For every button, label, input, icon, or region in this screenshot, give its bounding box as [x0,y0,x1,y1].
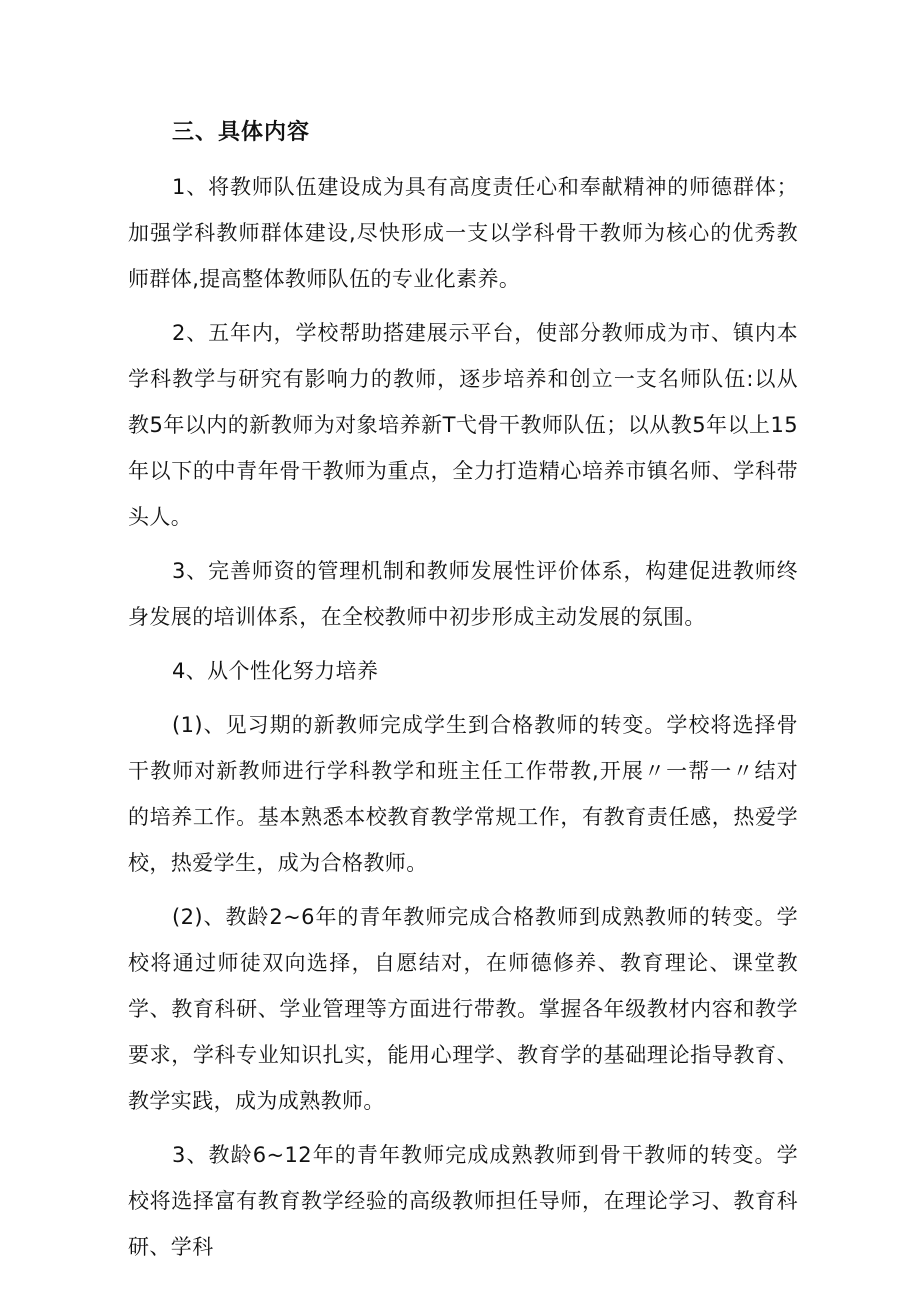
document-body [128,110,798,1278]
paragraph-sub-3: 3、教龄6~12年的青年教师完成成熟教师到骨干教师的转变。学校将选择富有教育教学经验的高级教师担任导师，在理论学习、教育科研、学科 [128,1143,798,1259]
paragraph-goal-1: 1、将教师队伍建设成为具有高度责任心和奉献精神的师德群体；加强学科教师群体建设,尽快形成一支以学科骨干教师为核心的优秀教师群体,提高整体教师队伍的专业化素养。 [128,175,798,291]
paragraph-sub-2: (2)、教龄2~6年的青年教师完成合格教师到成熟教师的转变。学校将通过师徒双向选择，自愿结对，在师德修养、教育理论、课堂教学、教育科研、学业管理等方面进行带教。掌握各年级教材内容和教学要求，学科专业知识扎实，能用心理学、教育学的基础理论指导教育、教学实践，成为成熟教师。 [128,905,798,1113]
paragraph-goal-3: 3、完善师资的管理机制和教师发展性评价体系，构建促进教师终身发展的培训体系，在全校教师中初步形成主动发展的氛围。 [128,559,798,629]
paragraph-goal-2: 2、五年内，学校帮助搭建展示平台，使部分教师成为市、镇内本学科教学与研究有影响力的教师，逐步培养和创立一支名师队伍:以从教5年以内的新教师为对象培养新T弋骨干教师队伍；以从教5年以上15年以下的中青年骨干教师为重点，全力打造精心培养市镇名师、学科带头人。 [128,321,798,529]
paragraph-sub-1: (1)、见习期的新教师完成学生到合格教师的转变。学校将选择骨干教师对新教师进行学科教学和班主任工作带教,开展〃一帮一〃结对的培养工作。基本熟悉本校教育教学常规工作，有教育责任感，热爱学校，热爱学生，成为合格教师。 [128,713,798,875]
paragraph-goal-4: 4、从个性化努力培养 [172,659,379,683]
section-heading: 三、具体内容 [172,120,311,145]
